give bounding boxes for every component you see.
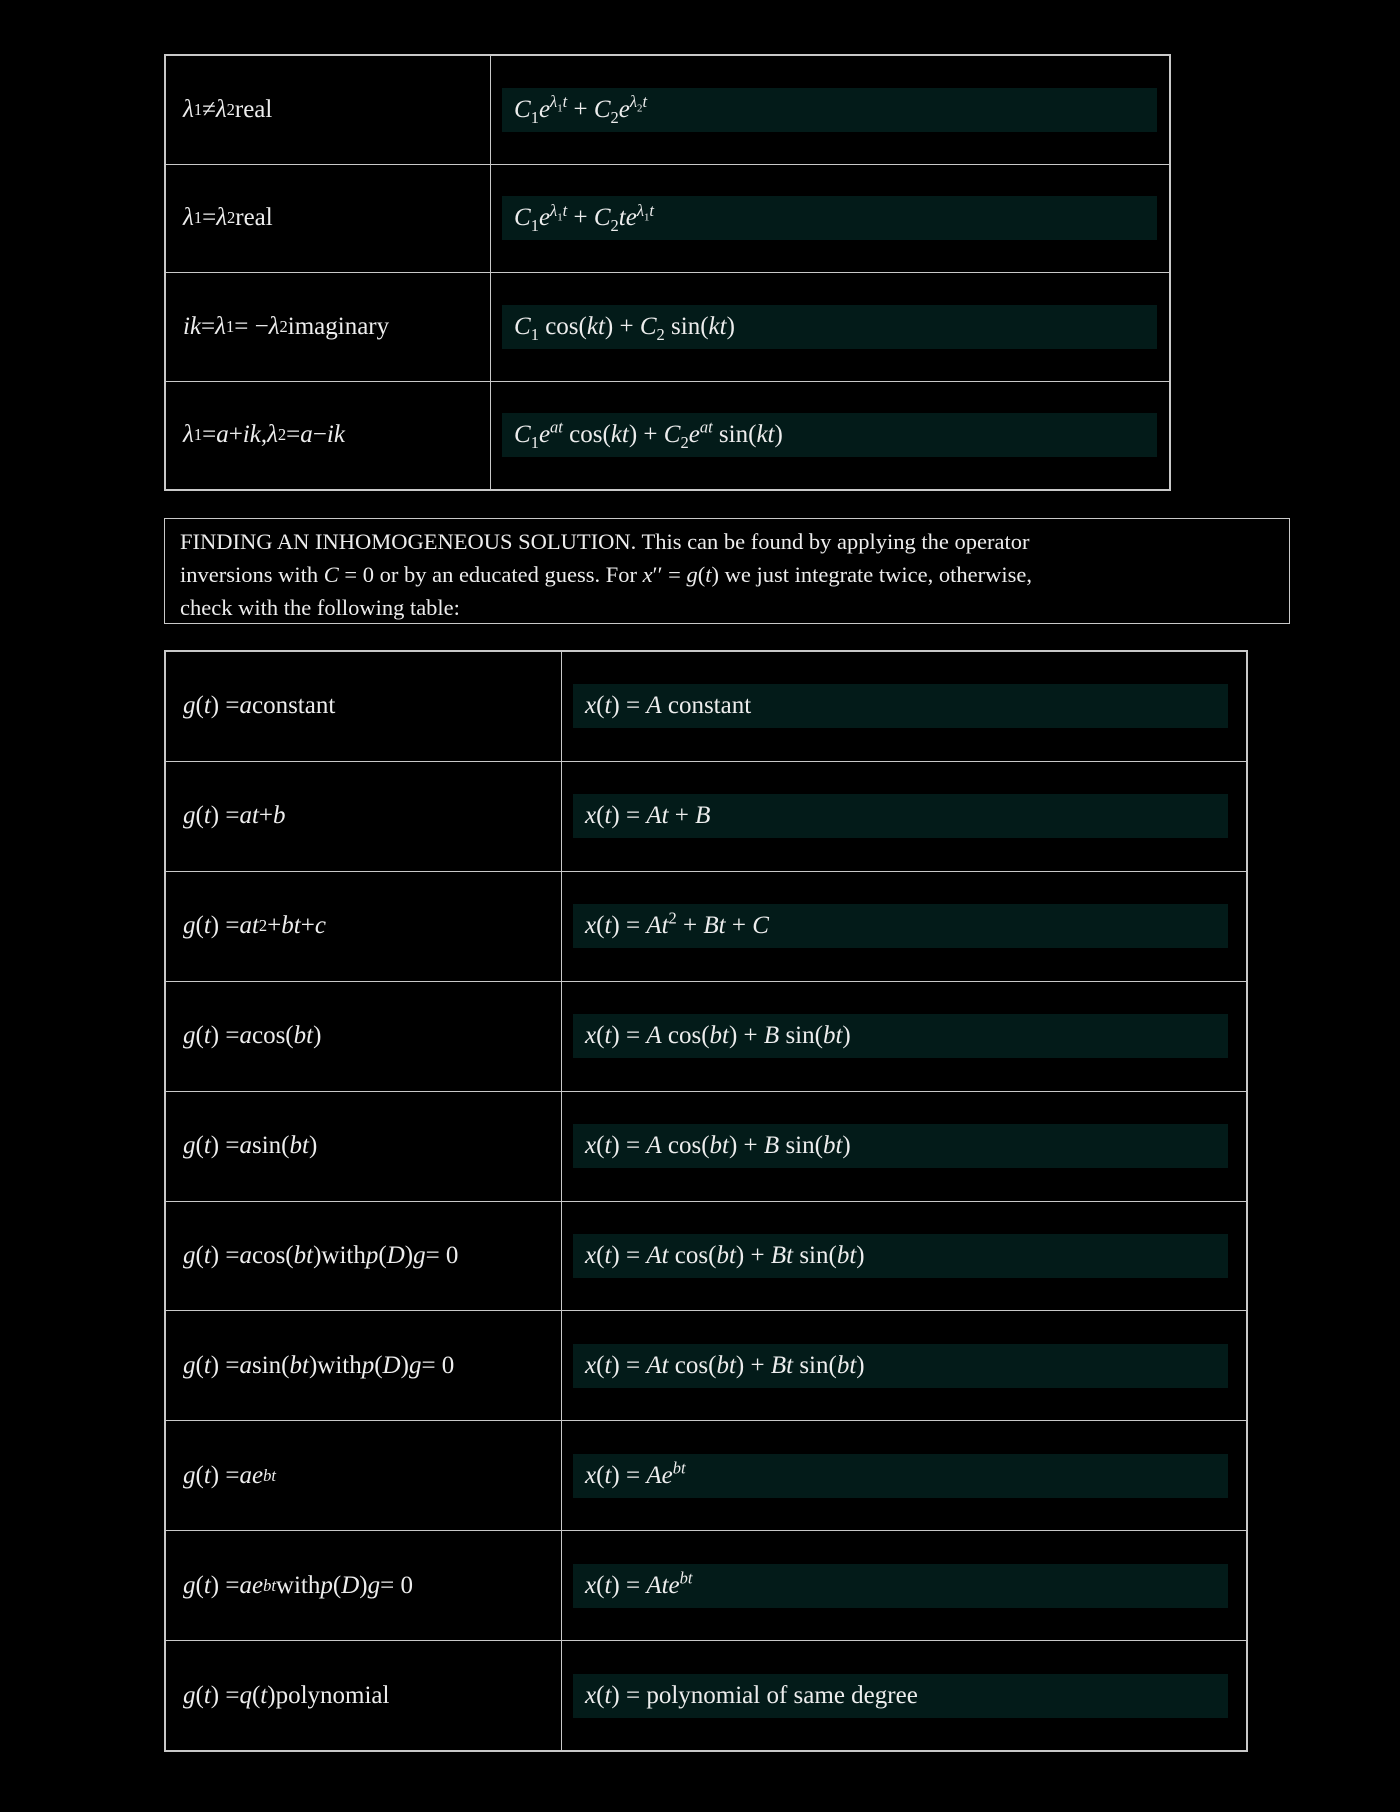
forcing-term-cell: g ( t ) = ae bt with p ( D ) g = 0	[166, 1531, 562, 1640]
solution-highlight: x(t) = Ate$^{bt}$	[573, 1564, 1228, 1608]
solution-highlight: $C_1e^{\lambda_1t} + C_2te^{\lambda_1t}$	[502, 196, 1157, 240]
table-row	[166, 56, 1169, 164]
particular-solution-cell	[562, 872, 1246, 981]
note-text-segment: inversions with	[180, 562, 324, 587]
note-text-line	[180, 591, 1274, 624]
note-text-segment: or by an educated guess. For	[373, 562, 643, 587]
particular-solution-cell	[562, 1531, 1246, 1640]
particular-solution-cell	[562, 1311, 1246, 1420]
homogeneous-solutions-table	[164, 54, 1171, 491]
solution-highlight: x(t) = polynomial of same degree	[573, 1674, 1228, 1718]
solution-highlight: x(t) = At + B	[573, 794, 1228, 838]
forcing-term-cell: g ( t ) = a cos ( bt ) with p ( D ) g = 0	[166, 1202, 562, 1311]
solution-highlight: $C_1e^{\lambda_1t} + C_2e^{\lambda_2t}$	[502, 88, 1157, 132]
forcing-term-cell: g ( t ) = at 2 + bt + c	[166, 872, 562, 981]
solution-highlight: $x(t) = At^2 + Bt + C$	[573, 904, 1228, 948]
note-text-segment: we just integrate twice, otherwise,	[718, 562, 1032, 587]
table-row	[166, 164, 1169, 273]
table-row	[166, 1091, 1246, 1201]
particular-solution-cell	[562, 1641, 1246, 1750]
note-text-segment: check with the following table:	[180, 595, 460, 620]
particular-solution-cell	[562, 762, 1246, 871]
inhomogeneous-note-box	[164, 518, 1290, 624]
forcing-term-cell: g ( t ) = at + b	[166, 762, 562, 871]
note-inline-math: x′′ = g(t)	[642, 562, 719, 587]
homogeneous-solution-cell	[491, 382, 1169, 490]
solution-highlight: x(t) = A constant	[573, 684, 1228, 728]
solution-highlight: x(t) = At cos(bt) + Bt sin(bt)	[573, 1234, 1228, 1278]
table-row	[166, 272, 1169, 381]
forcing-term-cell: g ( t ) = a constant	[166, 652, 562, 761]
table-row	[166, 381, 1169, 490]
table-row	[166, 1201, 1246, 1311]
table-row	[166, 761, 1246, 871]
note-inline-math: C = 0	[323, 562, 374, 587]
forcing-term-cell: g ( t ) = a sin ( bt )	[166, 1092, 562, 1201]
particular-solution-cell	[562, 652, 1246, 761]
solution-highlight: $x(t) = Ae^{bt}$	[573, 1454, 1228, 1498]
table-row	[166, 981, 1246, 1091]
homogeneous-solution-cell	[491, 165, 1169, 273]
table-row	[166, 652, 1246, 761]
table-row	[166, 871, 1246, 981]
solution-highlight: x(t) = At cos(bt) + Bt sin(bt)	[573, 1344, 1228, 1388]
eigenvalue-condition-cell: λ 1 = λ 2 real	[166, 165, 491, 273]
note-text-segment: FINDING AN INHOMOGENEOUS SOLUTION. This can be found by applying the operator	[180, 529, 1030, 554]
table-row	[166, 1420, 1246, 1530]
solution-highlight: x(t) = A cos(bt) + B sin(bt)	[573, 1014, 1228, 1058]
note-text-line	[180, 525, 1274, 558]
solution-highlight: x(t) = A cos(bt) + B sin(bt)	[573, 1124, 1228, 1168]
solution-highlight: $C_1$ $\cos(kt) + C_2$ sin(kt)	[502, 305, 1157, 349]
particular-solution-cell	[562, 1092, 1246, 1201]
table-row	[166, 1640, 1246, 1750]
forcing-term-cell: g ( t ) = a cos ( bt )	[166, 982, 562, 1091]
inhomogeneous-guess-table	[164, 650, 1248, 1752]
eigenvalue-condition-cell: ik = λ 1 = − λ 2 imaginary	[166, 273, 491, 381]
note-text-line	[180, 558, 1274, 591]
table-row	[166, 1530, 1246, 1640]
homogeneous-solution-cell	[491, 56, 1169, 164]
forcing-term-cell: g ( t ) = a sin ( bt ) with p ( D ) g = 0	[166, 1311, 562, 1420]
forcing-term-cell: g ( t ) = ae bt	[166, 1421, 562, 1530]
solution-highlight: $C_1e^{at}$ $\cos(kt) + C_2e^{at}$ sin(kt)	[502, 413, 1157, 457]
particular-solution-cell	[562, 1202, 1246, 1311]
homogeneous-solution-cell	[491, 273, 1169, 381]
eigenvalue-condition-cell: λ 1 = a + ik , λ 2 = a − ik	[166, 382, 491, 490]
particular-solution-cell	[562, 1421, 1246, 1530]
particular-solution-cell	[562, 982, 1246, 1091]
forcing-term-cell: g ( t ) = q ( t ) polynomial	[166, 1641, 562, 1750]
table-row	[166, 1310, 1246, 1420]
eigenvalue-condition-cell: λ 1 ≠ λ 2 real	[166, 56, 491, 164]
